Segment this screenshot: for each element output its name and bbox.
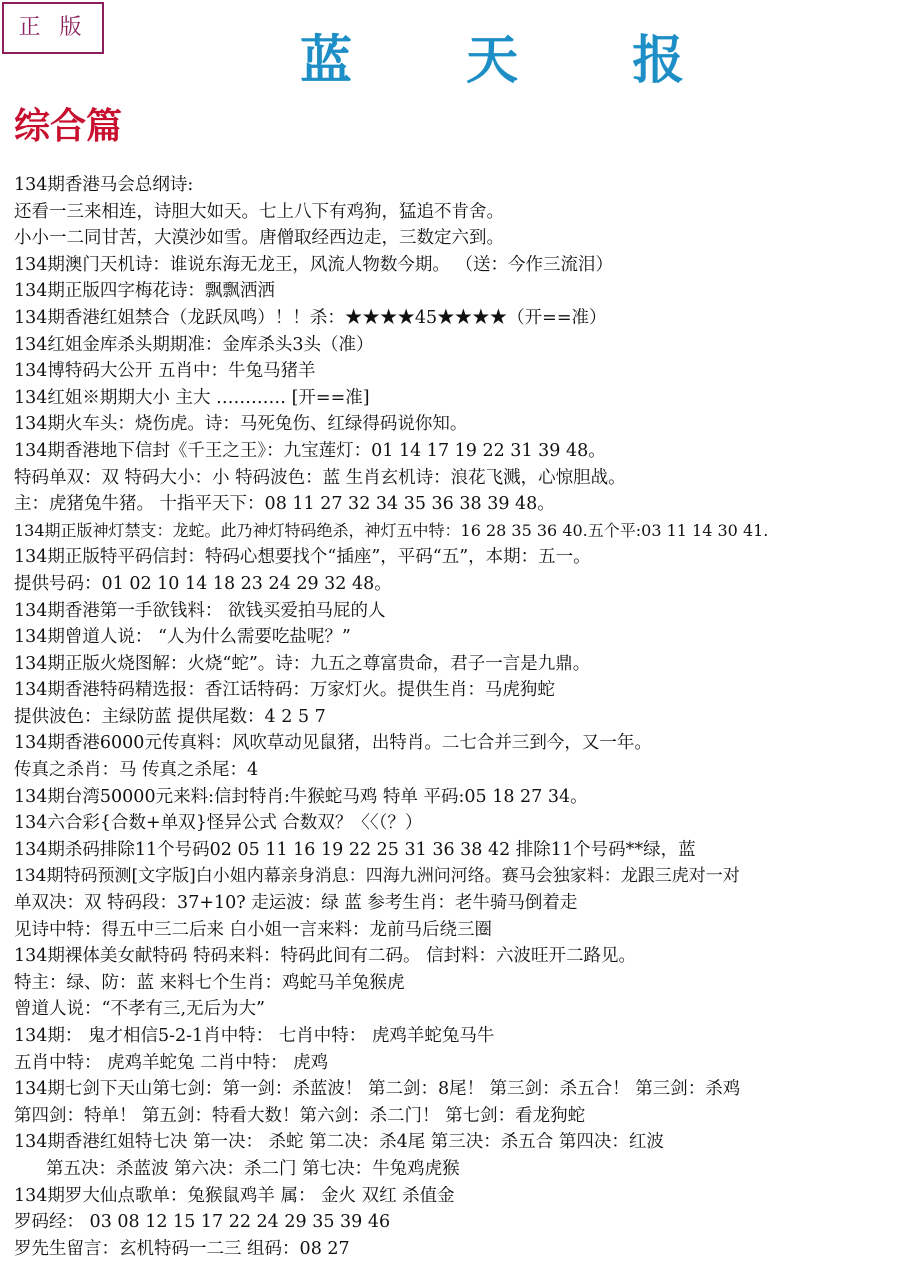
text-line: 134红姐※期期大小 主大 ………… [开==准] <box>14 387 370 408</box>
text-line: 134期： 鬼才相信5-2-1肖中特： 七肖中特： 虎鸡羊蛇兔马牛 <box>14 1026 495 1046</box>
article-body <box>14 172 898 1262</box>
text-line: 134期罗大仙点歌单：兔猴鼠鸡羊 属： 金火 双红 杀值金 <box>14 1185 455 1206</box>
text-line: 134红姐金库杀头期期准：金库杀头3头（准） <box>14 334 374 355</box>
text-line: 第四剑：特单！ 第五剑：特看大数！第六剑：杀二门！ 第七剑：看龙狗蛇 <box>14 1105 586 1126</box>
text-line: 134期正版特平码信封：特码心想要找个“插座”，平码“五”，本期：五一。 <box>14 547 591 568</box>
section-title: 综合篇 <box>14 105 123 147</box>
masthead-title: 蓝 天 报 <box>300 30 733 91</box>
text-line: 134期澳门天机诗：谁说东海无龙王，风流人物数今期。 （送：今作三流泪） <box>14 254 613 275</box>
text-line: 134期香港红姐禁合（龙跃凤鸣）！！杀：★★★★45★★★★（开==准） <box>14 307 607 328</box>
text-line: 特码单双：双 特码大小：小 特码波色：蓝 生肖玄机诗：浪花飞溅，心惊胆战。 <box>14 467 626 488</box>
text-line: 134期杀码排除11个号码02 05 11 16 19 22 25 31 36 38 42 排除11个号码**绿，蓝 <box>14 839 696 860</box>
text-line: 第五决：杀蓝波 第六决：杀二门 第七决：牛兔鸡虎猴 <box>46 1158 460 1179</box>
text-line: 曾道人说：“不孝有三,无后为大” <box>14 999 265 1020</box>
text-line: 小小一二同甘苦，大漠沙如雪。唐僧取经西边走，三数定六到。 <box>14 228 504 249</box>
text-line: 主：虎猪兔牛猪。 十指平天下：08 11 27 32 34 35 36 38 39 48。 <box>14 494 555 515</box>
edition-badge: 正 版 <box>2 2 104 54</box>
text-line: 罗码经： 03 08 12 15 17 22 24 29 35 39 46 <box>14 1212 391 1233</box>
text-line: 134六合彩{合数+单双}怪异公式 合数双？〈〈（？） <box>14 813 423 834</box>
text-line: 134期火车头：烧伤虎。诗：马死兔伤、红绿得码说你知。 <box>14 414 468 435</box>
text-line: 134期特码预测[文字版]白小姐内幕亲身消息：四海九洲问河络。赛马会独家料：龙跟三虎对一对 <box>14 866 740 887</box>
text-line: 134期正版神灯禁支：龙蛇。此乃神灯特码绝杀，神灯五中特：16 28 35 36 40.五个平:03 11 14 30 41. <box>14 520 769 540</box>
text-line: 提供号码：01 02 10 14 18 23 24 29 32 48。 <box>14 573 392 594</box>
text-line: 特主：绿、防：蓝 来料七个生肖：鸡蛇马羊兔猴虎 <box>14 972 405 993</box>
text-line: 134期七剑下天山第七剑：第一剑：杀蓝波！ 第二剑：8尾！ 第三剑：杀五合！ 第三剑：杀鸡 <box>14 1079 741 1100</box>
text-line: 罗先生留言：玄机特码一二三 组码：08 27 <box>14 1238 350 1259</box>
text-line: 134期香港马会总纲诗: <box>14 175 194 195</box>
text-line: 还看一三来相连，诗胆大如天。七上八下有鸡狗，猛追不肯舍。 <box>14 201 504 222</box>
text-line: 传真之杀肖：马 传真之杀尾：4 <box>14 760 259 781</box>
text-line: 五肖中特： 虎鸡羊蛇兔 二肖中特： 虎鸡 <box>14 1052 329 1073</box>
text-line: 134期香港特码精选报：香江话特码：万家灯火。提供生肖：马虎狗蛇 <box>14 680 555 701</box>
text-line: 134期裸体美女献特码 特码来料：特码此间有二码。 信封料：六波旺开二路见。 <box>14 946 637 967</box>
text-line: 提供波色：主绿防蓝 提供尾数：4 2 5 7 <box>14 706 326 727</box>
text-line: 134期台湾50000元来料:信封特肖:牛猴蛇马鸡 特单 平码:05 18 27 34。 <box>14 786 588 807</box>
text-line: 134期曾道人说： “人为什么需要吃盐呢？” <box>14 627 351 648</box>
text-line: 134期香港6000元传真料：风吹草动见鼠猪，出特肖。二七合并三到今，又一年。 <box>14 733 652 754</box>
text-line: 134博特码大公开 五肖中：牛兔马猪羊 <box>14 361 316 382</box>
text-line: 134期正版四字梅花诗：飘飘洒洒 <box>14 281 275 302</box>
text-line: 见诗中特：得五中三二后来 白小姐一言来料：龙前马后绕三圈 <box>14 919 493 940</box>
text-line: 134期香港红姐特七决 第一决： 杀蛇 第二决：杀4尾 第三决：杀五合 第四决：红波 <box>14 1132 664 1153</box>
text-line: 单双决：双 特码段：37+10? 走运波：绿 蓝 参考生肖：老牛骑马倒着走 <box>14 893 578 914</box>
text-line: 134期正版火烧图解：火烧“蛇”。诗：九五之尊富贵命，君子一言是九鼎。 <box>14 653 591 674</box>
text-line: 134期香港第一手欲钱料： 欲钱买爱拍马屁的人 <box>14 600 386 621</box>
text-line: 134期香港地下信封《千王之王》：九宝莲灯：01 14 17 19 22 31 39 48。 <box>14 440 606 461</box>
